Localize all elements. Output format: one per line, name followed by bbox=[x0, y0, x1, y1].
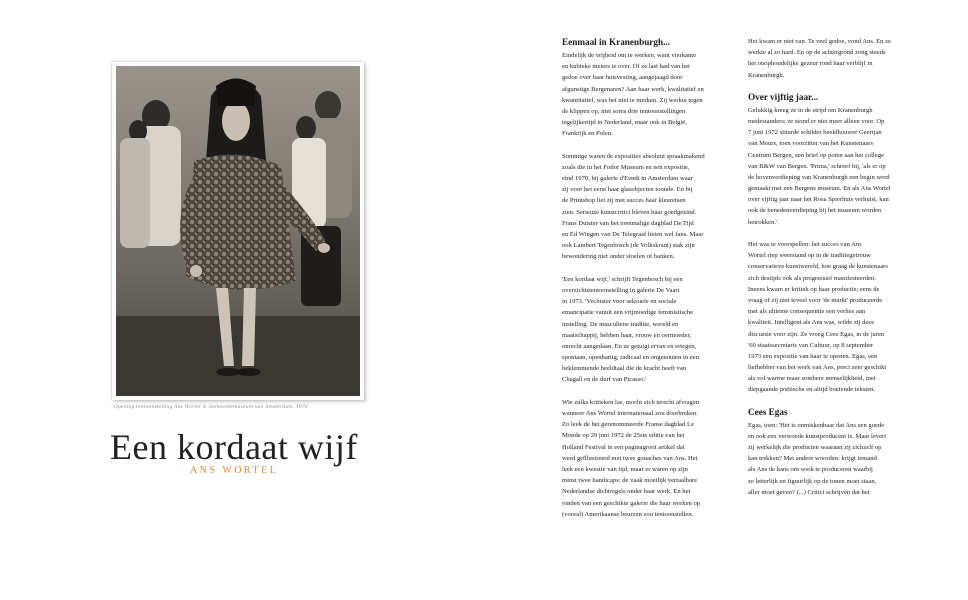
section-heading-cees-egas: Cees Egas bbox=[748, 406, 788, 417]
text-line: Monde op 29 juni 1972 de 25ste editie van het bbox=[562, 432, 685, 440]
text-line: 'Een kordaat wijf,' schrijft Tegenbosch bij een bbox=[562, 275, 683, 283]
photo-caption: Opening tentoonstelling Ans Wortel © Gemeentemuseum van Amsterdam, 1970 bbox=[114, 405, 308, 410]
text-line: kwantitatief, was het niet te merken. Zij werkte tegen bbox=[562, 96, 703, 104]
text-line: wanneer Ans Wortel internationaal zou doorbreken. bbox=[562, 410, 698, 417]
text-line: Frans Duister van het toenmalige dagblad De Tijd bbox=[562, 219, 694, 227]
article-author: ANS WORTEL bbox=[190, 465, 279, 476]
text-line: Wie zulks kritieken las, mocht zich terecht afvragen bbox=[562, 398, 700, 406]
text-line bbox=[562, 140, 722, 151]
photograph bbox=[116, 66, 360, 396]
text-line: zien. Serieuze kunstcritici bleven haar goedgezind. bbox=[562, 208, 697, 216]
text-line: Wortel riep weerstand op in de traditiegetrouw bbox=[748, 252, 871, 260]
text-line bbox=[562, 386, 722, 397]
text-line: overzichtstentoonstelling in galerie De Vaart bbox=[562, 286, 680, 294]
text-line: emancipatie vanuit een vrijmoedige feministische bbox=[562, 309, 694, 317]
text-line: ook Lambert Tegenbosch (de Volkskrant) stak zijn bbox=[562, 242, 695, 250]
text-line: van B&W van Bergen. 'Prima,' schreef hij, 'als er op bbox=[748, 162, 886, 170]
text-line: instelling. De masculiene traditie, wereld en bbox=[562, 320, 679, 328]
text-line: 7 juni 1972 stuurde schilder beeldhouwer Geertjan bbox=[748, 129, 882, 137]
text-line: Eindelijk de vrijheid om te werken, want vierkante bbox=[562, 52, 697, 59]
text-line: liefhebber van het werk van Ans, preci zeer geschikt bbox=[748, 364, 887, 372]
text-line: Het was te voorspellen: het succes van Ans bbox=[748, 241, 862, 248]
column-2-section-3 bbox=[748, 420, 910, 498]
text-line: als Ans de kans om werk te produceren waarbij bbox=[748, 466, 873, 474]
text-line: gedoe over haar huisvesting, aangejaagd door bbox=[562, 74, 683, 82]
text-line: en kubieke meters te over. Of ze last had van het bbox=[562, 63, 690, 71]
text-line bbox=[748, 228, 910, 239]
column-1-body bbox=[562, 50, 722, 520]
text-line: werd geïllustreerd met twee gouaches van Ans. Het bbox=[562, 454, 698, 462]
text-line: zij voor het eerst haar glasobjecten toonde. En bij bbox=[562, 186, 693, 194]
text-line: van Meurs, toen voorzitter van het Kunstenaars bbox=[748, 140, 874, 148]
text-line: Nederlandse dichtregels onder haar werk. En het bbox=[562, 488, 691, 496]
text-line: spontaan, openhartig, radicaal en ongenouten in een bbox=[562, 354, 699, 362]
column-2-section-2 bbox=[748, 105, 910, 396]
text-line: Sommige waren de exposities absoluut spraakmakend bbox=[562, 152, 705, 160]
text-line: over vijftig jaar naar het Rosa Spierhuis verhuist, kan bbox=[748, 196, 889, 204]
text-line: kwaliteit. Intelligent als Ans was, wilde zij deze bbox=[748, 319, 875, 327]
text-line: en ook een verwoede kunstproducent is. Maar levert bbox=[748, 432, 887, 440]
text-line: als vol warme maar sombere menselijkheid, met bbox=[748, 375, 876, 383]
text-line: zich destijds ook als progressief manifesteerden. bbox=[748, 274, 876, 282]
article-title: Een kordaat wijf bbox=[110, 427, 358, 467]
text-line: kan trekken? Met andere woorden: krijgt iemand bbox=[748, 455, 877, 463]
text-column-1 bbox=[562, 36, 722, 520]
text-line: Zo leek de het gerenommeerde Franse dagblad Le bbox=[562, 421, 695, 429]
text-line: Gelukkig kreeg ze in de strijd om Kranenburgh bbox=[748, 106, 873, 114]
text-line: werkte al zo hard. En op de achtergrond zong steeds bbox=[748, 49, 886, 57]
text-line: maatschappij, hebben haar, vrouw en oermoeder, bbox=[562, 331, 692, 339]
text-line bbox=[562, 263, 722, 274]
text-line: Frankrijk en Polen. bbox=[562, 130, 613, 138]
text-line: zij werkelijk die producten waaraan zij zichzelf op bbox=[748, 444, 882, 451]
text-line: vraag of zij niet teveel voor 'de markt' produceerde bbox=[748, 296, 883, 304]
text-line: Chagall en de durf van Picasso.' bbox=[562, 376, 647, 384]
text-line: betrokken.' bbox=[748, 218, 778, 226]
text-line: minst twee handicaps: de vaak moeilijk vertaalbare bbox=[562, 477, 698, 485]
text-line: ze letterlijk en figuurlijk op de tonen moet staan, bbox=[748, 477, 877, 485]
text-line: '60 staatssecretaris van Cultuur, op 8 september bbox=[748, 341, 874, 349]
text-line: eind 1970, bij galerie d'Eendt in Amsterdam waar bbox=[562, 175, 693, 183]
text-line: leek een kwestie van tijd, maar er waren op zijn bbox=[562, 465, 688, 473]
text-line: in 1973. 'Vechtster voor seksuele en sociale bbox=[562, 298, 677, 306]
text-line: discussie voor zijn. Ze vroeg Cees Egas, in de jaren bbox=[748, 330, 885, 338]
photo-frame bbox=[112, 62, 364, 400]
text-line: Ineens kwam er kritiek op haar productie; eens de bbox=[748, 285, 880, 293]
text-line: 1973 een expositie van haar te openen. Egas, een bbox=[748, 352, 878, 360]
text-line: de Printshop liet zij met succes haar kleuretsen bbox=[562, 197, 686, 205]
text-line: Centrum Bergen, een brief op poten aan het college bbox=[748, 151, 884, 159]
text-line: afgunstige Bergenaren? Aan haar werk, kwalitatief en bbox=[562, 85, 704, 93]
text-line: ook de benedenverdieping bij het museum worden bbox=[748, 207, 882, 215]
text-line: tegelijkertijd in Nederland, maar ook in België, bbox=[562, 119, 687, 127]
text-line: beklemmende beeldtaal die de kracht heeft van bbox=[562, 365, 687, 373]
text-line: de bovenverdieping van Kranenburgh een begin werd bbox=[748, 173, 890, 181]
text-line: zoals die in het Fodor Museum en een expositie, bbox=[562, 163, 690, 171]
text-line: en Ed Wingen van De Telegraaf lieten wel fans. Maar bbox=[562, 231, 704, 238]
text-line: bewondering niet onder stoelen of banken. bbox=[562, 253, 675, 261]
text-line: gemaakt met een Bergens museum. En als Ans Wortel bbox=[748, 185, 891, 193]
text-line: conservatieve kunstwereld, hoe graag de kunstenaars bbox=[748, 263, 888, 271]
text-line: aller moet geven? (...) Critici schrijven dat het bbox=[748, 488, 870, 496]
text-line: onrecht aangedaan. En ze getuigt ervan en ertegen, bbox=[562, 342, 697, 350]
section-heading-vijftig-jaar: Over vijftig jaar... bbox=[748, 91, 819, 102]
text-line: vinden van een geschikte galerie die haar werken op bbox=[562, 499, 701, 507]
text-line: de klippen op, met soms drie tentoonstellingen bbox=[562, 107, 686, 115]
text-line: diepgaande poëtische en altijd boeiende teksten. bbox=[748, 386, 876, 394]
text-line: met als ultieme consequentie een verlies aan bbox=[748, 308, 866, 316]
text-column-2 bbox=[748, 36, 910, 498]
text-line: Egas, toen: 'Het is onmiskenbaar dat Ans een goede bbox=[748, 421, 885, 429]
text-line: medestanders; ze stond er niet meer alleen voor. Op bbox=[748, 117, 885, 125]
section-heading-kranenburgh: Eenmaal in Kranenburgh... bbox=[562, 37, 670, 47]
text-line: Het kwam er niet van. Te veel gedoe, vond Ans. En ze bbox=[748, 38, 891, 45]
text-line: Holland Festival in een paginagroot artikel dat bbox=[562, 443, 685, 451]
photo-illustration bbox=[116, 66, 360, 396]
text-line: Kranenburgh. bbox=[748, 71, 785, 79]
text-line: (vooral) Amerikaanse beurzen zou tentoonstellen. bbox=[562, 510, 694, 518]
text-line: het onophoudelijke gezeur rond haar verblijf in bbox=[748, 60, 873, 68]
column-2-intro bbox=[748, 36, 910, 81]
